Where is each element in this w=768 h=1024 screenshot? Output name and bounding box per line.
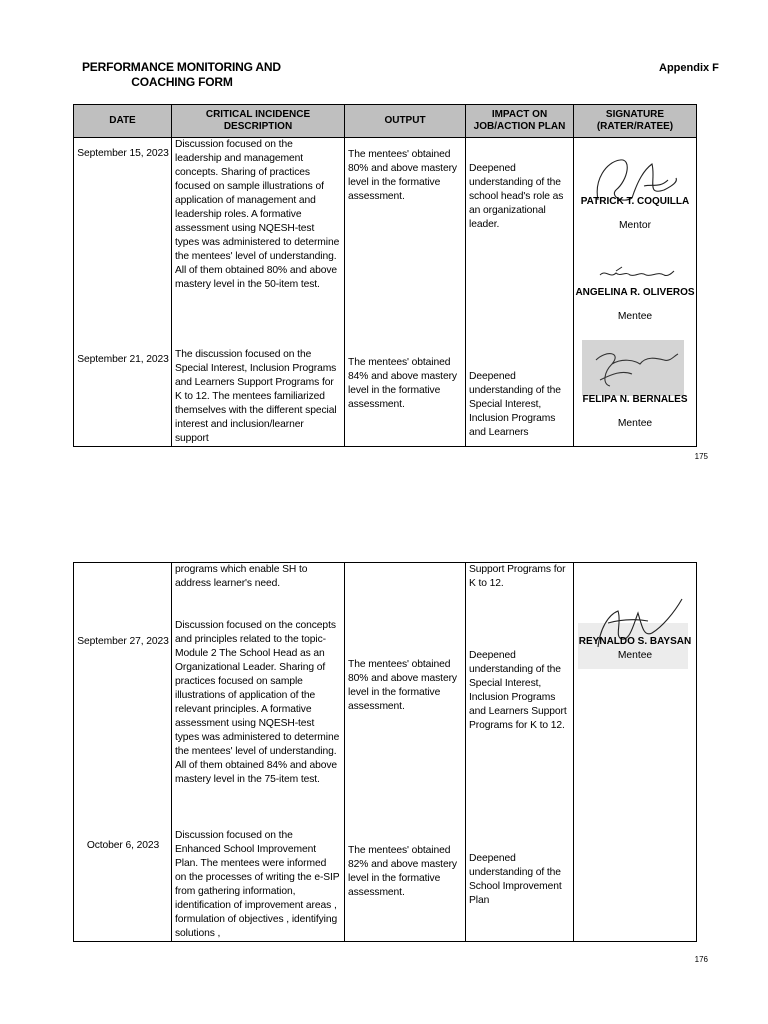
output-cell (345, 138, 466, 447)
page-number: 175 (694, 452, 708, 461)
entry-output: The mentees' obtained 82% and above mastery level in the formative assessment. (348, 845, 457, 898)
signature-cell (574, 563, 697, 942)
form-title-line2: COACHING FORM (131, 75, 233, 89)
signature-mark-bernales (582, 340, 684, 396)
signatory-name: REYNALDO S. BAYSAN (578, 636, 692, 647)
form-title-line1: PERFORMANCE MONITORING AND (82, 60, 281, 74)
entry-date: September 27, 2023 (77, 636, 169, 647)
appendix-label: Appendix F (659, 62, 719, 74)
col-header-impact: IMPACT ON JOB/ACTION PLAN (466, 105, 574, 138)
entry-date: September 21, 2023 (77, 354, 169, 365)
entry-description: programs which enable SH to address learner's need. (175, 564, 308, 589)
impact-cell (466, 138, 574, 447)
entry-description: The discussion focused on the Special Interest, Inclusion Programs and Learners Support Programs for K to 12. The mentees familiarized themselves with the different special interest and inclusion/learner support (175, 349, 337, 444)
col-header-signature: SIGNATURE (RATER/RATEE) (574, 105, 697, 138)
header-row (74, 105, 697, 138)
form-title (82, 60, 282, 90)
signatory-name: ANGELINA R. OLIVEROS (575, 287, 695, 298)
signatory-block (574, 635, 696, 663)
entry-impact: Deepened understanding of the Special Interest, Inclusion Programs and Learners (469, 371, 561, 438)
entry-description: Discussion focused on the Enhanced School Improvement Plan. The mentees were informed on the processes of writing the e-SIP from gathering information, identification of improvement areas , formulation of objectives , identifying solutions , (175, 830, 340, 939)
entry-date: October 6, 2023 (86, 840, 160, 851)
signatory-role: Mentee (617, 311, 653, 322)
entry-description: Discussion focused on the leadership and management concepts. Sharing of practices focused on sample illustrations of application of management and leadership roles. A formative assessment using NQESH-test types was administered to determine the mentees' level of understanding. All of them obtained 80% and above mastery level in the 50-item test. (175, 139, 340, 290)
entry-impact: Deepened understanding of the school head's role as an organizational leader. (469, 163, 564, 230)
entry-impact: Deepened understanding of the Special Interest, Inclusion Programs and Learners Support Programs for K to 12. (469, 650, 567, 731)
signatory-block (574, 393, 696, 431)
signatory-role: Mentee (617, 418, 653, 429)
entry-description: Discussion focused on the concepts and principles related to the topic- Module 2 The School Head as an Organizational Leader. Sharing of practices focused on sample illustrations of application of the relevant principles. A formative assessment using NQESH-test types was administered to determine the mentees' level of understanding. All of them obtained 84% and above mastery level in the 75-item test. (175, 620, 340, 785)
signatory-role: Mentor (618, 220, 652, 231)
signatory-name: PATRICK T. COQUILLA (580, 196, 690, 207)
coaching-table-page2 (73, 562, 697, 942)
entry-output: The mentees' obtained 80% and above mastery level in the formative assessment. (348, 659, 457, 712)
table-row (74, 138, 697, 447)
impact-cell (466, 563, 574, 942)
coaching-table-page1 (73, 104, 697, 447)
signatory-role: Mentee (617, 650, 653, 661)
signatory-block (574, 286, 696, 324)
signatory-block (574, 195, 696, 233)
signature-mark-oliveros (596, 265, 676, 283)
description-cell (172, 563, 345, 942)
entry-date: September 15, 2023 (77, 148, 169, 159)
date-cell (74, 138, 172, 447)
col-header-description: CRITICAL INCIDENCE DESCRIPTION (172, 105, 345, 138)
table-row (74, 563, 697, 942)
col-header-output: OUTPUT (345, 105, 466, 138)
signatory-name: FELIPA N. BERNALES (582, 394, 688, 405)
entry-impact: Support Programs for K to 12. (469, 564, 566, 589)
output-cell (345, 563, 466, 942)
entry-output: The mentees' obtained 80% and above mastery level in the formative assessment. (348, 149, 457, 202)
signature-cell (574, 138, 697, 447)
col-header-date: DATE (74, 105, 172, 138)
description-cell (172, 138, 345, 447)
entry-impact: Deepened understanding of the School Improvement Plan (469, 853, 562, 906)
entry-output: The mentees' obtained 84% and above mastery level in the formative assessment. (348, 357, 457, 410)
page-number: 176 (694, 955, 708, 964)
date-cell (74, 563, 172, 942)
